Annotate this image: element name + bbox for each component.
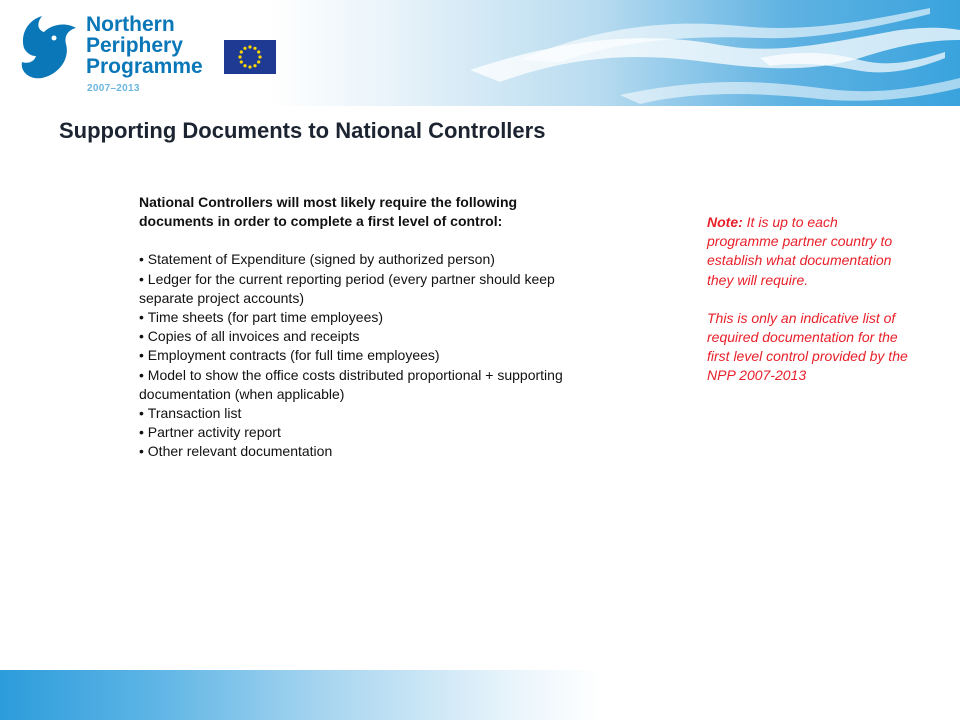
header-banner	[0, 0, 960, 106]
list-item: • Transaction list	[139, 404, 589, 423]
list-item: • Partner activity report	[139, 423, 589, 442]
note-text-1: It is up to each programme partner country to establish what documentation they will require.	[707, 214, 893, 288]
note-box	[707, 213, 912, 386]
list-item: • Employment contracts (for full time employees)	[139, 346, 589, 365]
main-content	[139, 193, 589, 462]
logo-line-2: Periphery	[86, 34, 183, 57]
document-list	[139, 250, 589, 461]
list-item: • Statement of Expenditure (signed by authorized person)	[139, 250, 589, 269]
list-item: • Copies of all invoices and receipts	[139, 327, 589, 346]
intro-text: National Controllers will most likely require the following documents in order to complete a first level of control:	[139, 194, 518, 230]
logo-line-3: Programme	[86, 55, 203, 78]
logo-years: 2007–2013	[87, 83, 140, 94]
page-title: Supporting Documents to National Controllers	[59, 118, 546, 143]
logo-line-1: Northern	[86, 13, 175, 36]
eu-flag-icon	[224, 40, 276, 74]
list-item: • Ledger for the current reporting period (every partner should keep separate project accounts)	[139, 270, 589, 308]
logo-wordmark	[86, 14, 203, 77]
list-item: • Time sheets (for part time employees)	[139, 308, 589, 327]
note-paragraph-1	[707, 213, 912, 290]
list-item: • Other relevant documentation	[139, 442, 589, 461]
note-label: Note:	[707, 214, 743, 230]
note-paragraph-2: This is only an indicative list of required documentation for the first level control provided by the NPP 2007-2013	[707, 309, 908, 384]
footer-banner	[0, 670, 600, 720]
list-item: • Model to show the office costs distributed proportional + supporting documentation (when applicable)	[139, 366, 589, 404]
dove-logo-icon	[16, 14, 82, 84]
